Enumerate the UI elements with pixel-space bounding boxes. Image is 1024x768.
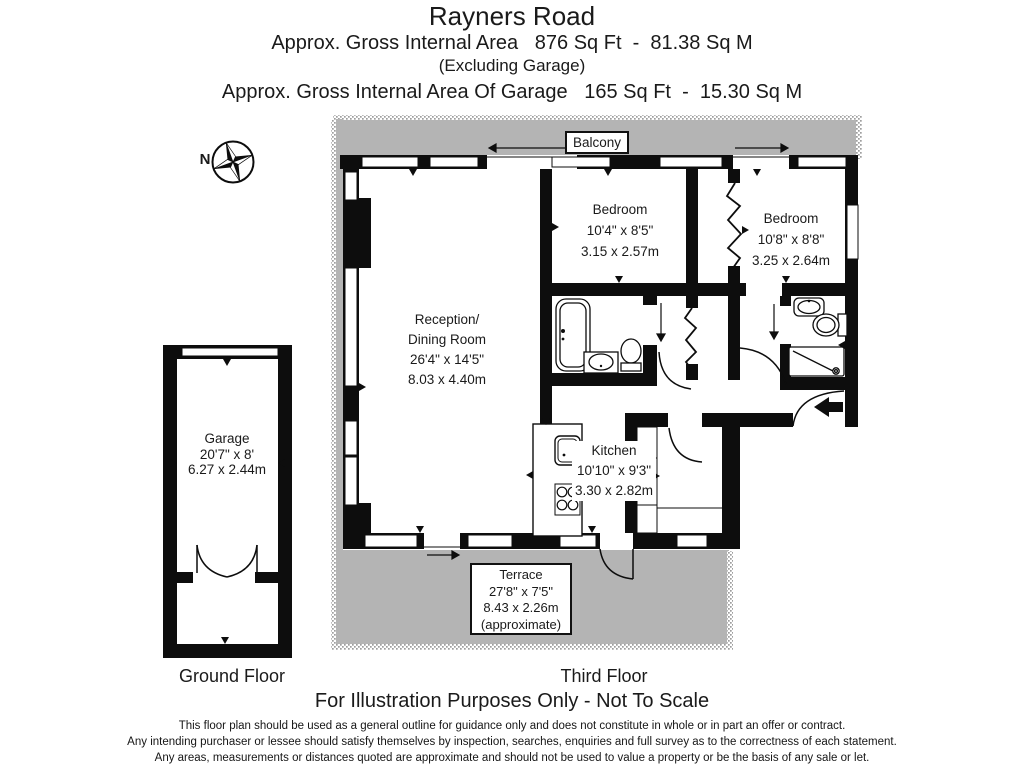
room-size-metric: 6.27 x 2.44m [187,462,267,477]
garage-label [188,431,266,478]
terrace-label-box [470,563,572,635]
room-size-imperial: 26'4" x 14'5" [409,352,485,367]
room-name: Bedroom [592,202,648,217]
room-size-imperial: 20'7" x 8' [199,446,255,462]
basin-sink [798,301,820,314]
illustration-note: For Illustration Purposes Only - Not To Scale [314,690,710,712]
ground-floor-label: Ground Floor [178,666,286,686]
disclaimer-line1: This floor plan should be used as a general outline for guidance only and does not constitute in whole or in part an offer or contract. [178,720,846,732]
bedroom2-label [752,208,830,271]
disclaimer-line3: Any areas, measurements or distances quoted are approximate and should not be used to value a property or be the basis of any sale or let. [154,752,870,764]
garage-door-arc-right [227,545,257,577]
room-size-metric: 8.03 x 4.40m [407,372,487,387]
room-size-metric: 3.30 x 2.82m [574,483,654,498]
garage-structure [163,345,292,658]
room-size-metric: 3.25 x 2.64m [751,253,831,268]
balcony-label-box [565,131,629,154]
room-size-imperial: 10'8" x 8'8" [757,232,825,247]
disclaimer-line2: Any intending purchaser or lessee should satisfy themselves by inspection, searches, enquiries and full survey as to the correctness of each statement. [127,736,897,748]
garage-window [182,348,278,356]
gross-internal-area: Approx. Gross Internal Area 876 Sq Ft - 81.38 Sq M [271,32,753,54]
page-title: Rayners Road [428,1,596,31]
room-name: Garage [204,431,250,446]
bedroom1-label [581,199,659,262]
excluding-garage-note: (Excluding Garage) [438,56,586,75]
toilet [621,339,641,363]
garage-door-arc-left [197,545,227,577]
room-size-imperial: 27'8" x 7'5" [488,583,554,599]
compass-icon [206,135,260,189]
room-name: Terrace [499,567,543,582]
kitchen-label [572,441,656,501]
room-name: Kitchen [591,443,637,458]
room-size-metric: 3.15 x 2.57m [580,244,660,259]
room-size-imperial: 10'4" x 8'5" [586,223,654,238]
balcony-label: Balcony [572,135,622,150]
third-floor-label: Third Floor [560,666,648,686]
garage-area: Approx. Gross Internal Area Of Garage 165 Sq Ft - 15.30 Sq M [221,81,803,103]
basin-sink [589,354,613,370]
room-size-imperial: 10'10" x 9'3" [576,463,652,478]
room-name: Bedroom [763,211,819,226]
reception-label [408,310,486,390]
room-name-line1: Reception/ [414,312,480,327]
room-size-note: (approximate) [480,616,562,632]
room-name-line2: Dining Room [407,332,487,347]
room-size-metric: 8.43 x 2.26m [483,600,559,615]
compass-north-label: N [199,151,211,168]
